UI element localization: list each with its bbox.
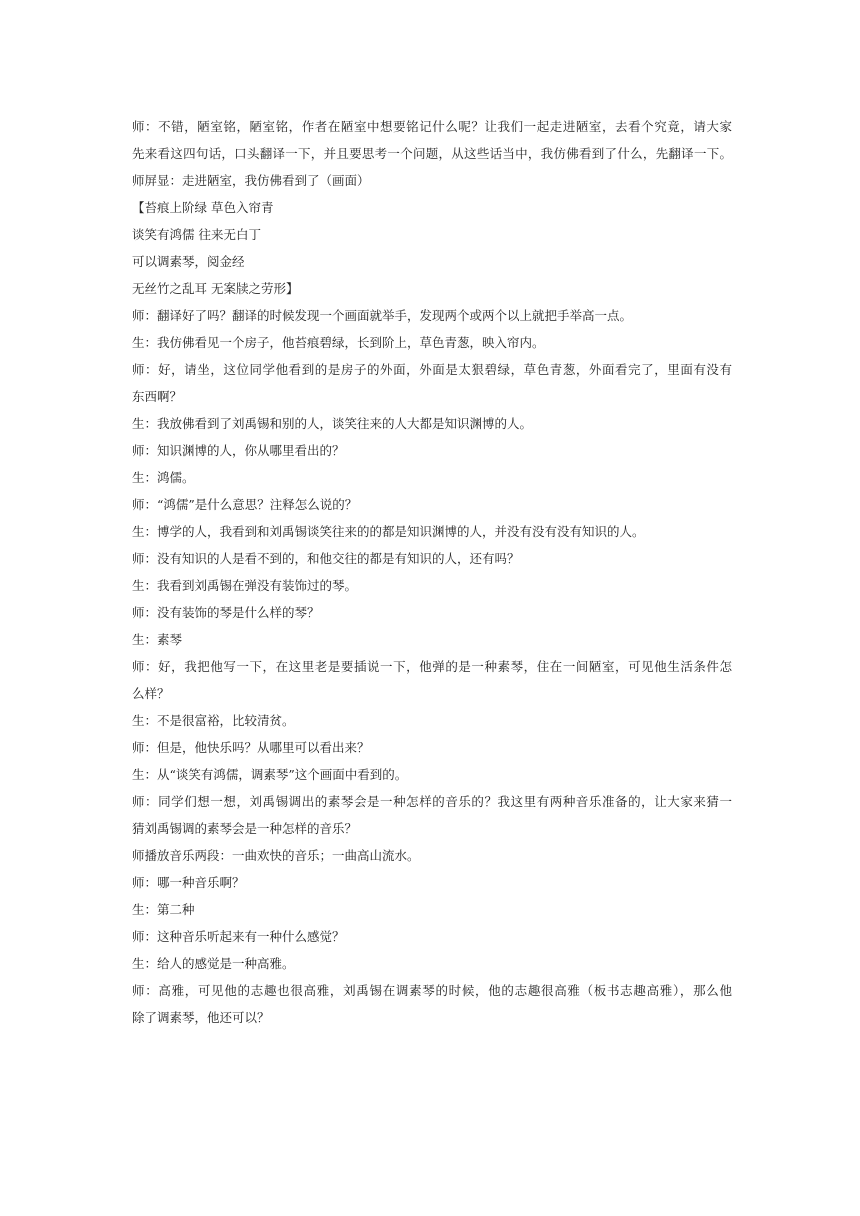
- text-line: 师：没有知识的人是看不到的，和他交往的都是有知识的人，还有吗？: [132, 551, 520, 566]
- text-line: 生：我看到刘禹锡在弹没有装饰过的琴。: [132, 578, 358, 593]
- text-line: 师：翻译好了吗？翻译的时候发现一个画面就举手，发现两个或两个以上就把手举高一点。: [132, 308, 633, 323]
- text-line: 猜刘禹锡调的素琴会是一种怎样的音乐？: [132, 821, 358, 836]
- text-line: 东西啊？: [132, 389, 183, 404]
- text-line: 师：好，请坐，这位同学他看到的是房子的外面，外面是太狠碧绿，草色青葱，外面看完了，里面有没有: [132, 362, 732, 377]
- text-line: 师：没有装饰的琴是什么样的琴？: [132, 605, 320, 620]
- document-page: [132, 113, 732, 1031]
- text-line: 生：素琴: [132, 632, 183, 647]
- text-line: 师：哪一种音乐啊？: [132, 875, 245, 890]
- text-line: 生：第二种: [132, 902, 195, 917]
- text-line: 可以调素琴，阅金经: [132, 254, 245, 269]
- text-line: 师：高雅，可见他的志趣也很高雅，刘禹锡在调素琴的时候，他的志趣很高雅（板书志趣高雅），那么他: [132, 983, 732, 998]
- text-line: 师：这种音乐听起来有一种什么感觉？: [132, 929, 345, 944]
- text-line: 师播放音乐两段：一曲欢快的音乐；一曲高山流水。: [132, 848, 420, 863]
- text-line: 生：我放佛看到了刘禹锡和别的人，谈笑往来的人大都是知识渊博的人。: [132, 416, 533, 431]
- text-line: 师：好，我把他写一下，在这里老是要插说一下，他弹的是一种素琴，住在一间陋室，可见他生活条件怎: [132, 659, 732, 674]
- text-line: 师：同学们想一想，刘禹锡调出的素琴会是一种怎样的音乐的？我这里有两种音乐准备的，让大家来猜一: [132, 794, 732, 809]
- text-line: 生：博学的人，我看到和刘禹锡谈笑往来的的都是知识渊博的人，并没有没有没有知识的人。: [132, 524, 645, 539]
- text-line: 生：从“谈笑有鸿儒，调素琴”这个画面中看到的。: [132, 767, 408, 782]
- text-line: 师：不错，陋室铭，陋室铭，作者在陋室中想要铭记什么呢？让我们一起走进陋室，去看个究竟，请大家: [132, 119, 732, 134]
- text-line: 生：给人的感觉是一种高雅。: [132, 956, 295, 971]
- text-line: 生：我仿佛看见一个房子，他苔痕碧绿，长到阶上，草色青葱，映入帘内。: [132, 335, 545, 350]
- text-line: 师：“鸿儒”是什么意思？注释怎么说的？: [132, 497, 358, 512]
- text-line: 无丝竹之乱耳 无案牍之劳形】: [132, 281, 299, 296]
- text-line: 么样？: [132, 686, 170, 701]
- text-line: 先来看这四句话，口头翻译一下，并且要思考一个问题，从这些话当中，我仿佛看到了什么，先翻译一下。: [132, 146, 732, 161]
- text-line: 师屏显：走进陋室，我仿佛看到了（画面）: [132, 173, 370, 188]
- text-line: 除了调素琴，他还可以？: [132, 1010, 270, 1025]
- text-line: 生：不是很富裕，比较清贫。: [132, 713, 295, 728]
- text-line: 生：鸿儒。: [132, 470, 195, 485]
- text-line: 师：但是，他快乐吗？从哪里可以看出来？: [132, 740, 370, 755]
- text-line: 【苔痕上阶绿 草色入帘青: [132, 200, 274, 215]
- text-line: 谈笑有鸿儒 往来无白丁: [132, 227, 261, 242]
- text-line: 师：知识渊博的人，你从哪里看出的？: [132, 443, 345, 458]
